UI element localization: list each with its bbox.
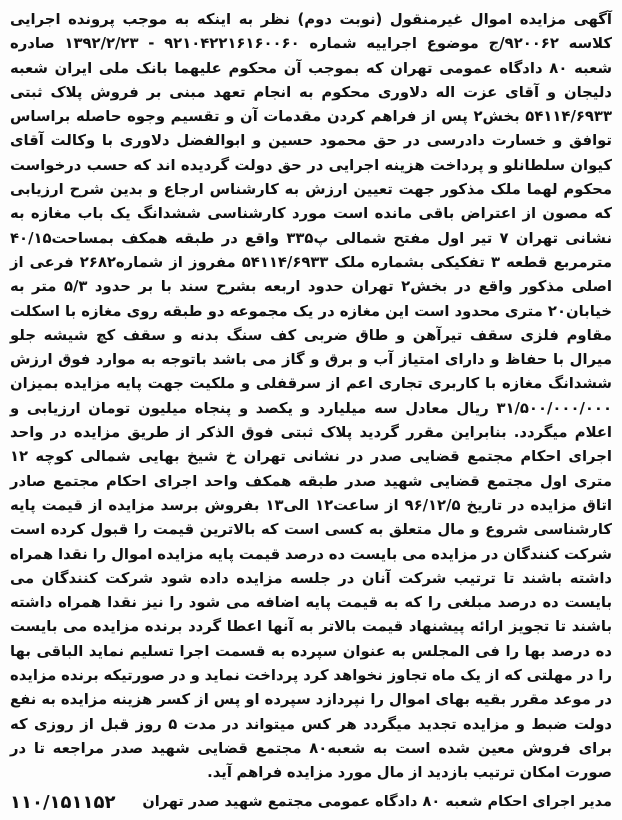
notice-reference-number: ۱۱۰/۱۵۱۱۵۲ [10, 791, 116, 813]
notice-body: آگهی مزایده اموال غیرمنقول (نوبت دوم) نظر به اینکه به موجب پرونده اجرایی کلاسه ۹۲۰۰۶۲/ج موضوع اجراییه شماره ۹۲۱۰۴۲۲۱۶۱۶۰۰۶۰ - ۱۳۹۲/۲/۲۳ صادره شعبه ۸۰ دادگاه عمومی تهران که بموجب آن محکوم علیهما بانک ملی ایران شعبه دلیجان و آقای عزت اله دلاوری محکوم به انجام تعهد مبنی بر فروش پلاک ثبتی ۵۴۱۱۴/۶۹۳۳ بخش۲ پس از فراهم کردن مقدمات آن و تقسیم وجوه حاصله براساس توافق و خسارت دادرسی در حق محمود حسین و ابوالفضل دلاوری با وکالت آقای کیوان سلطانلو و پرداخت هزینه اجرایی در حق دولت گردیده اند که حسب درخواست محکوم لهما ملک مذکور جهت تعیین ارزش به کارشناس ارجاع و بدین شرح ارزیابی که مصون از اعتراض باقی مانده است مورد کارشناسی ششدانگ یک باب مغازه به نشانی تهران ۷ تیر اول مفتح شمالی پ۳۳۵ واقع در طبقه همکف بمساحت۴۰/۱۵ مترمربع قطعه ۳ تفکیکی بشماره ملک ۵۴۱۱۴/۶۹۳۳ مفروز از شماره۲۶۸۲ فرعی از اصلی مذکور واقع در بخش۲ تهران حدود اربعه بشرح سند با بر حدود ۵/۳ متر به خیابان۲۰ متری محدود است این مغازه در یک مجموعه دو طبقه روی مغازه با اسکلت مقاوم فلزی سقف تیرآهن و طاق ضربی کف سنگ بدنه و سقف کچ شیشه جلو میرال با حفاظ و دارای امتیاز آب و برق و گاز می باشد باتوجه به موارد فوق ارزش ششدانگ مغازه با کاربری تجاری اعم از سرقفلی و ملکیت جهت پایه مزایده بمیزان ۳۱/۵۰۰/۰۰۰/۰۰۰ ریال معادل سه میلیارد و یکصد و پنجاه میلیون تومان ارزیابی و اعلام میگردد. بنابراین مقرر گردید پلاک ثبتی فوق الذکر از طریق مزایده در واحد اجرای احکام مجتمع قضایی صدر در نشانی تهران خ شیخ بهایی شمالی کوچه ۱۲ متری اول مجتمع قضایی شهید صدر طبقه همکف واحد اجرای احکام مجتمع صادر اتاق مزایده در تاریخ ۹۶/۱۲/۵ از ساعت۱۲ الی۱۳ بفروش برسد مزایده از قیمت پایه کارشناسی شروع و مال متعلق به کسی است که بالاترین قیمت را قبول کرده است شرکت کنندگان در مزایده می بایست ده درصد قیمت پایه مزایده اموال را نقدا همراه داشته باشند تا ترتیب شرکت آنان در جلسه مزایده داده شود شرکت کنندگان می بایست ده درصد مبلغی را که به قیمت پایه اضافه می شود را نیز نقدا همراه داشته باشند تا تجویز ارائه پیشنهاد قیمت بالاتر به آنها اعطا گردد برنده مزایده می بایست ده درصد بها را فی المجلس به عنوان سپرده به قسمت اجرا تسلیم نماید الباقی بها را در مهلتی که از یک ماه تجاوز نخواهد کرد پرداخت نماید و در صورتیکه برنده مزایده در موعد مقرر بقیه بهای اموال را نپردازد سپرده او پس از کسر هزینه مزایده به نفع دولت ضبط و مزایده تجدید میگردد هر کس میتواند در مدت ۵ روز قبل از روزی که برای فروش معین شده است به شعبه۸۰ مجتمع قضایی شهید صدر مراجعه تا در صورت امکان ترتیب بازدید از مال مورد مزایده فراهم آید. [10, 11, 613, 782]
notice-signature: مدیر اجرای احکام شعبه ۸۰ دادگاه عمومی مجتمع شهید صدر تهران [142, 794, 612, 810]
notice-footer [10, 790, 612, 814]
